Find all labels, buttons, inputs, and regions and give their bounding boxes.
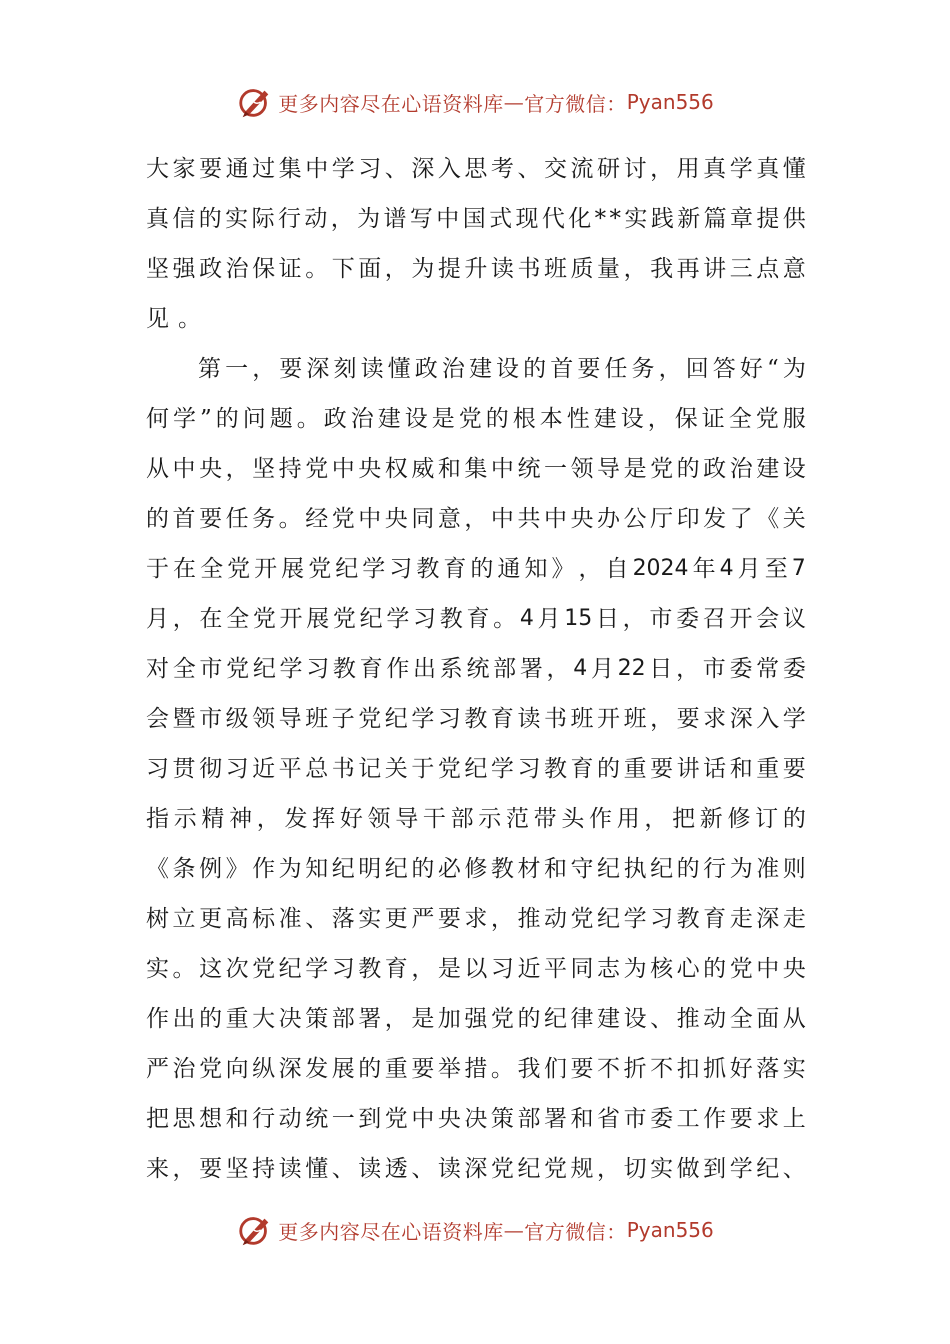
text-line: 会 暨 市 级 领 导 班 子 党 纪 学 习 教 育 读 书 班 开 班 ， 要 求 深 入 学 (146, 706, 806, 732)
text-line: 对 全 市 党 纪 学 习 教 育 作 出 系 统 部 署 ， 4 月 22 日 ， 市 委 常 委 (146, 656, 806, 682)
document-body (146, 144, 806, 1194)
text-line: 月 ， 在 全 党 开 展 党 纪 学 习 教 育 。 4 月 15 日 ， 市 委 召 开 会 议 (146, 606, 806, 632)
banner-dash: — (503, 90, 525, 114)
text-line: 把 思 想 和 行 动 统 一 到 党 中 央 决 策 部 署 和 省 市 委 工 作 要 求 上 (146, 1106, 806, 1132)
banner-main-text: 更多内容尽在心语资料库 (278, 91, 504, 116)
header-banner (0, 80, 950, 124)
text-line: 来 ， 要 坚 持 读 懂 、 读 透 、 读 深 党 纪 党 规 ， 切 实 做 到 学 纪 、 (146, 1156, 806, 1182)
text-line: 大 家 要 通 过 集 中 学 习 、 深 入 思 考 、 交 流 研 讨 ， 用 真 学 真 懂 (146, 156, 806, 182)
text-line: 于 在 全 党 开 展 党 纪 学 习 教 育 的 通 知 》 ， 自 2024 年 4 月 至 7 (146, 556, 806, 582)
banner-wechat-id: Pyan556 (626, 1218, 714, 1242)
text-line: 何 学 ” 的 问 题 。 政 治 建 设 是 党 的 根 本 性 建 设 ， 保 证 全 党 服 (146, 406, 806, 432)
pen-logo-icon (236, 1211, 274, 1249)
text-line: 坚 强 政 治 保 证 。 下 面 ， 为 提 升 读 书 班 质 量 ， 我 再 讲 三 点 意 (146, 256, 806, 282)
banner-main-text: 更多内容尽在心语资料库 (278, 1219, 504, 1244)
banner-wechat-label: 官方微信： (524, 91, 627, 116)
text-line: 严 治 党 向 纵 深 发 展 的 重 要 举 措 。 我 们 要 不 折 不 扣 抓 好 落 实 (146, 1056, 806, 1082)
text-line: 见 。 (146, 306, 201, 332)
text-line: 实 。 这 次 党 纪 学 习 教 育 ， 是 以 习 近 平 同 志 为 核 心 的 党 中 央 (146, 956, 806, 982)
pen-logo-icon (236, 83, 274, 121)
text-line: 的 首 要 任 务 。 经 党 中 央 同 意 ， 中 共 中 央 办 公 厅 印 发 了 《 关 (146, 506, 806, 532)
text-line: 《 条 例 》 作 为 知 纪 明 纪 的 必 修 教 材 和 守 纪 执 纪 的 行 为 准 则 (146, 856, 806, 882)
banner-wechat-id: Pyan556 (626, 90, 714, 114)
text-line: 习 贯 彻 习 近 平 总 书 记 关 于 党 纪 学 习 教 育 的 重 要 讲 话 和 重 要 (146, 756, 806, 782)
text-line: 真 信 的 实 际 行 动 ， 为 谱 写 中 国 式 现 代 化 * * 实 践 新 篇 章 提 供 (146, 206, 806, 232)
banner-dash: — (503, 1218, 525, 1242)
text-line: 指 示 精 神 ， 发 挥 好 领 导 干 部 示 范 带 头 作 用 ， 把 新 修 订 的 (146, 806, 806, 832)
footer-banner (0, 1208, 950, 1252)
text-line: 第 一 ， 要 深 刻 读 懂 政 治 建 设 的 首 要 任 务 ， 回 答 好 “ 为 (198, 356, 806, 382)
banner-wechat-label: 官方微信： (524, 1219, 627, 1244)
text-line: 从 中 央 ， 坚 持 党 中 央 权 威 和 集 中 统 一 领 导 是 党 的 政 治 建 设 (146, 456, 806, 482)
text-line: 作 出 的 重 大 决 策 部 署 ， 是 加 强 党 的 纪 律 建 设 、 推 动 全 面 从 (146, 1006, 806, 1032)
text-line: 树 立 更 高 标 准 、 落 实 更 严 要 求 ， 推 动 党 纪 学 习 教 育 走 深 走 (146, 906, 806, 932)
